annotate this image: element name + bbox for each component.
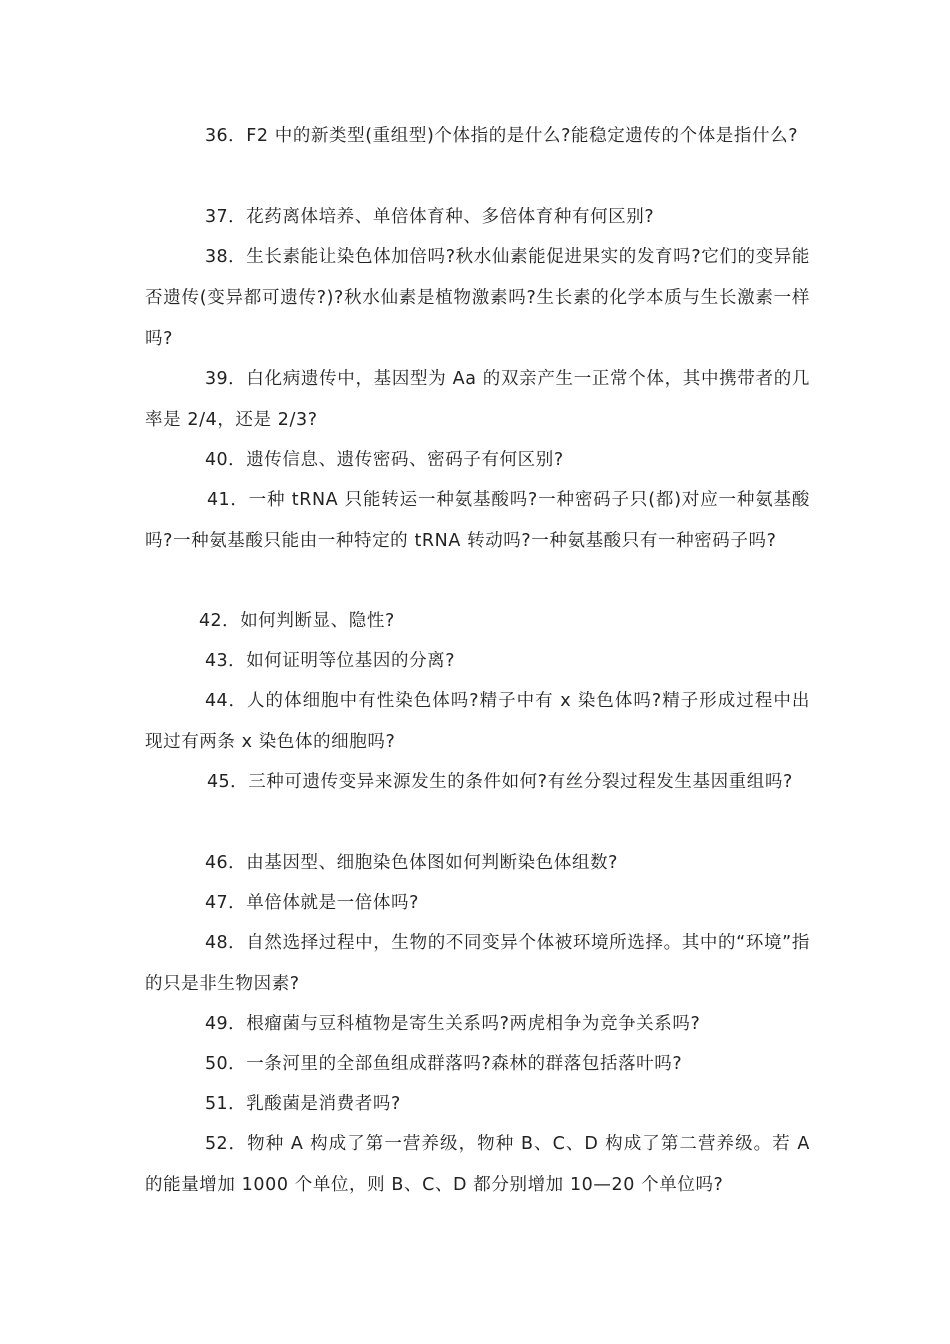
question-number: 41 (207, 490, 231, 510)
question-text: 自然选择过程中，生物的不同变异个体被环境所选择。其中的“环境”指的只是非生物因素? (145, 933, 810, 994)
question-text: 花药离体培养、单倍体育种、多倍体育种有何区别? (246, 207, 655, 227)
question-text: 一种 tRNA 只能转运一种氨基酸吗?一种密码子只(都)对应一种氨基酸吗?一种氨基酸只能由一种特定的 tRNA 转动吗?一种氨基酸只有一种密码子吗? (145, 490, 810, 551)
question-text: 由基因型、细胞染色体图如何判断染色体组数? (246, 853, 619, 873)
question-text: 根瘤菌与豆科植物是寄生关系吗?两虎相争为竞争关系吗? (246, 1014, 701, 1034)
question-text: 遗传信息、遗传密码、密码子有何区别? (246, 450, 564, 470)
question-number: 52 (205, 1134, 229, 1154)
question-number: 44 (205, 691, 229, 711)
question-number: 49 (205, 1014, 229, 1034)
question-48 (145, 923, 810, 1005)
question-text: 生长素能让染色体加倍吗?秋水仙素能促进果实的发育吗?它们的变异能否遗传(变异都可遗传?)?秋水仙素是植物激素吗?生长素的化学本质与生长激素一样吗? (145, 247, 810, 349)
question-44 (145, 681, 810, 763)
question-41 (145, 480, 810, 562)
question-separator: ． (228, 247, 247, 267)
question-number: 37 (205, 207, 229, 227)
question-number: 40 (205, 450, 229, 470)
question-number: 42 (199, 611, 223, 631)
question-separator: ． (228, 893, 247, 913)
question-43 (145, 641, 810, 682)
question-number: 51 (205, 1094, 229, 1114)
question-40 (145, 440, 810, 481)
question-separator: ． (228, 369, 247, 389)
question-38 (145, 237, 810, 360)
question-separator: ． (228, 651, 247, 671)
question-separator: ． (228, 853, 247, 873)
question-text: 如何判断显、隐性? (240, 611, 395, 631)
question-text: 人的体细胞中有性染色体吗?精子中有 x 染色体吗?精子形成过程中出现过有两条 x 染色体的细胞吗? (145, 691, 810, 752)
question-42 (145, 601, 810, 642)
question-separator: ． (228, 691, 248, 711)
question-number: 45 (207, 772, 231, 792)
question-number: 50 (205, 1054, 229, 1074)
question-49 (145, 1004, 810, 1045)
question-separator: ． (228, 207, 247, 227)
question-separator: ． (222, 611, 241, 631)
question-separator: ． (228, 1014, 247, 1034)
question-text: 白化病遗传中，基因型为 Aa 的双亲产生一正常个体，其中携带者的几率是 2/4，还是 2/3? (145, 369, 810, 430)
question-number: 48 (205, 933, 229, 953)
question-text: 物种 A 构成了第一营养级，物种 B、C、D 构成了第二营养级。若 A 的能量增加 1000 个单位，则 B、C、D 都分别增加 10—20 个单位吗? (145, 1134, 810, 1195)
question-51 (145, 1084, 810, 1125)
question-separator: ． (230, 772, 249, 792)
question-number: 47 (205, 893, 229, 913)
question-47 (145, 883, 810, 924)
question-number: 36 (205, 126, 229, 146)
question-text: 三种可遗传变异来源发生的条件如何?有丝分裂过程发生基因重组吗? (248, 772, 793, 792)
question-separator: ． (228, 450, 247, 470)
question-50 (145, 1044, 810, 1085)
question-37 (145, 197, 810, 238)
question-36 (145, 116, 810, 157)
question-45 (145, 762, 810, 803)
question-number: 39 (205, 369, 229, 389)
question-52 (145, 1124, 810, 1206)
question-number: 46 (205, 853, 229, 873)
question-separator: ． (228, 1134, 248, 1154)
question-separator: ． (228, 1054, 247, 1074)
question-separator: ． (228, 933, 247, 953)
question-text: 如何证明等位基因的分离? (246, 651, 456, 671)
question-separator: ． (228, 1094, 247, 1114)
question-number: 38 (205, 247, 229, 267)
question-separator: ． (228, 126, 247, 146)
question-46 (145, 843, 810, 884)
question-number: 43 (205, 651, 229, 671)
question-text: 一条河里的全部鱼组成群落吗?森林的群落包括落叶吗? (246, 1054, 683, 1074)
question-separator: ． (230, 490, 249, 510)
question-text: 单倍体就是一倍体吗? (246, 893, 419, 913)
question-text: 乳酸菌是消费者吗? (246, 1094, 401, 1114)
question-text: F2 中的新类型(重组型)个体指的是什么?能稳定遗传的个体是指什么? (246, 126, 799, 146)
question-39 (145, 359, 810, 441)
